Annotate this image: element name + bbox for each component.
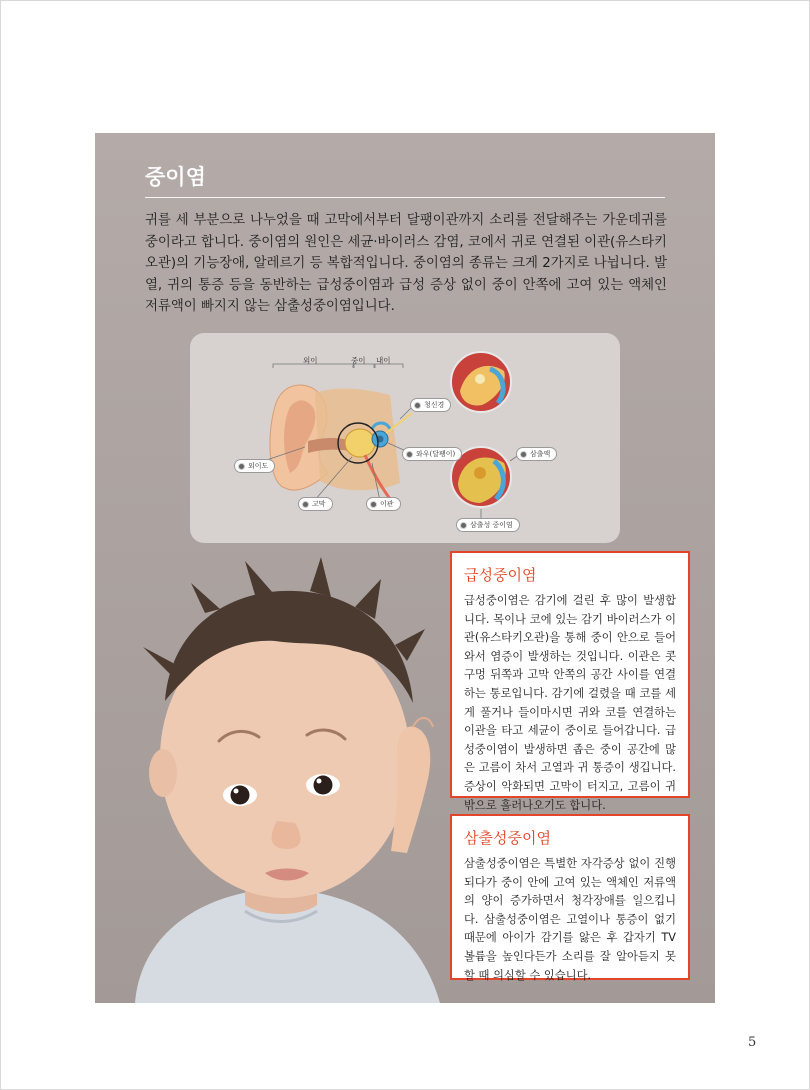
baby-illustration bbox=[95, 533, 465, 1003]
callout-label: 와우(달팽이) bbox=[416, 450, 456, 458]
acute-otitis-body: 급성중이염은 감기에 걸린 후 많이 발생합니다. 목이나 코에 있는 감기 바이러스가 이관(유스타키오관)을 통해 중이 안으로 들어와서 염증이 발생하는 것입니다. 이관은 콧구멍 뒤쪽과 고막 안쪽의 공간 사이를 연결하는 통로입니다. 감기에 걸렸을 때 코를 세게 풀거나 들이마시면 귀와 코를 연결하는 이관을 타고 세균이 중이로 들어갑니다. 급성중이염이 발생하면 좁은 중이 공간에 많은 고름이 차서 고열과 귀 통증이 생깁니다. 증상이 악화되면 고막이 터지고, 고름이 귀 밖으로 흘러나오기도 합니다. bbox=[464, 594, 676, 812]
effusion-otitis-box bbox=[450, 814, 690, 980]
callout-label: 외이도 bbox=[248, 462, 269, 470]
ear-illustration bbox=[190, 333, 620, 543]
callout-dot-icon bbox=[406, 451, 413, 458]
callout-label: 삼출액 bbox=[530, 450, 551, 458]
ear-anatomy-diagram bbox=[190, 333, 620, 543]
callout-dot-icon bbox=[370, 501, 377, 508]
baby-photo bbox=[95, 533, 465, 1003]
content-panel bbox=[95, 133, 715, 1003]
callout-ear-canal bbox=[234, 459, 275, 473]
callout-cochlea bbox=[402, 447, 462, 461]
callout-eardrum bbox=[298, 497, 333, 511]
effusion-otitis-title: 삼출성중이염 bbox=[464, 829, 551, 847]
callout-label: 청신경 bbox=[424, 401, 445, 409]
page-number: 5 bbox=[748, 1035, 757, 1050]
region-label-middle-ear: 중이 bbox=[351, 356, 366, 365]
callout-dot-icon bbox=[460, 522, 467, 529]
callout-label: 이관 bbox=[380, 500, 394, 508]
region-label-inner-ear: 내이 bbox=[376, 356, 391, 365]
intro-paragraph: 귀를 세 부분으로 나누었을 때 고막에서부터 달팽이관까지 소리를 전달해주는 가운데귀를 중이라고 합니다. 중이염의 원인은 세균·바이러스 감염, 코에서 귀로 연결된 이관(유스타키오관)의 기능장애, 알레르기 등 복합적입니다. 중이염의 종류는 크게 2가지로 나뉩니다. 발열, 귀의 통증 등을 동반하는 급성중이염과 급성 증상 없이 중이 안쪽에 고여 있는 액체인 저류액이 빠지지 않는 삼출성중이염입니다. bbox=[145, 213, 667, 315]
callout-dot-icon bbox=[414, 402, 421, 409]
effusion-otitis-body: 삼출성중이염은 특별한 자각증상 없이 진행되다가 중이 안에 고여 있는 액체인 저류액의 양이 증가하면서 청각장애를 일으킵니다. 삼출성중이염은 고열이나 통증이 없기 때문에 아이가 감기를 앓은 후 갑자기 TV 볼륨을 높인다든가 소리를 잘 알아듣지 못할 때 의심할 수 있습니다. bbox=[464, 857, 676, 982]
callout-dot-icon bbox=[238, 463, 245, 470]
region-label-outer-ear: 외이 bbox=[303, 356, 318, 365]
callout-dot-icon bbox=[520, 451, 527, 458]
callout-dot-icon bbox=[302, 501, 309, 508]
callout-label: 고막 bbox=[312, 500, 326, 508]
callout-otitis-effusion bbox=[456, 518, 520, 532]
title-divider bbox=[145, 197, 665, 198]
acute-otitis-title: 급성중이염 bbox=[464, 566, 537, 584]
acute-otitis-box bbox=[450, 551, 690, 812]
callout-auditory-nerve bbox=[410, 398, 451, 412]
callout-eustachian-tube bbox=[366, 497, 401, 511]
page-title: 중이염 bbox=[145, 165, 206, 189]
callout-effusion-fluid bbox=[516, 447, 557, 461]
callout-label: 삼출성 중이염 bbox=[470, 521, 513, 529]
